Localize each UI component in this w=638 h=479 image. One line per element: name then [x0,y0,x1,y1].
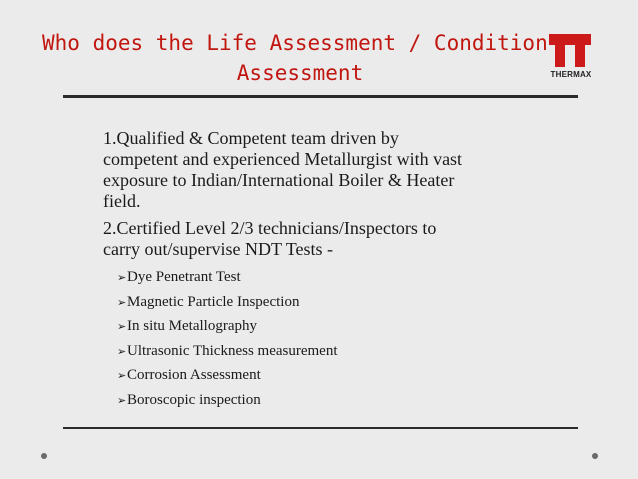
list-item-label: Corrosion Assessment [127,367,261,383]
list-item [117,315,563,340]
list-item-label: Ultrasonic Thickness measurement [127,342,338,359]
paragraph-1-line: competent and experienced Metallurgist with vast [103,149,463,169]
left-dot-icon [41,453,47,459]
list-item-label: Magnetic Particle Inspection [127,293,300,310]
list-item [117,266,563,291]
list-item-label: Dye Penetrant Test [127,269,241,285]
arrow-bullet-icon: ➢ [117,321,127,333]
list-item-label: In situ Metallography [127,318,257,334]
ndt-test-list [117,266,563,413]
logo-text: THERMAX [550,70,592,79]
paragraph-1-line: exposure to Indian/International Boiler & Heater [103,170,455,190]
arrow-bullet-icon: ➢ [117,272,127,284]
title-line-2: Assessment [236,61,364,85]
thermax-logo-icon [549,30,591,88]
arrow-bullet-icon: ➢ [117,394,127,407]
list-item-label: Boroscopic inspection [127,391,261,408]
list-item [117,364,563,389]
paragraph-1-line: 1.Qualified & Competent team driven by [103,128,399,148]
slide-title [20,28,580,88]
list-item [117,389,563,414]
bottom-divider [63,427,578,429]
title-line-1: Who does the Life Assessment / Condition [42,31,548,55]
paragraph-2 [103,218,563,260]
arrow-bullet-icon: ➢ [117,370,127,382]
paragraph-1-line: field. [103,191,141,211]
right-dot-icon [592,453,598,459]
arrow-bullet-icon: ➢ [117,296,127,309]
top-divider [63,95,578,98]
list-item [117,340,563,365]
arrow-bullet-icon: ➢ [117,345,127,358]
paragraph-1 [103,128,563,212]
slide-body [103,128,563,413]
paragraph-2-line: carry out/supervise NDT Tests - [103,239,334,259]
paragraph-2-line: 2.Certified Level 2/3 technicians/Inspectors to [103,218,437,238]
list-item [117,291,563,316]
